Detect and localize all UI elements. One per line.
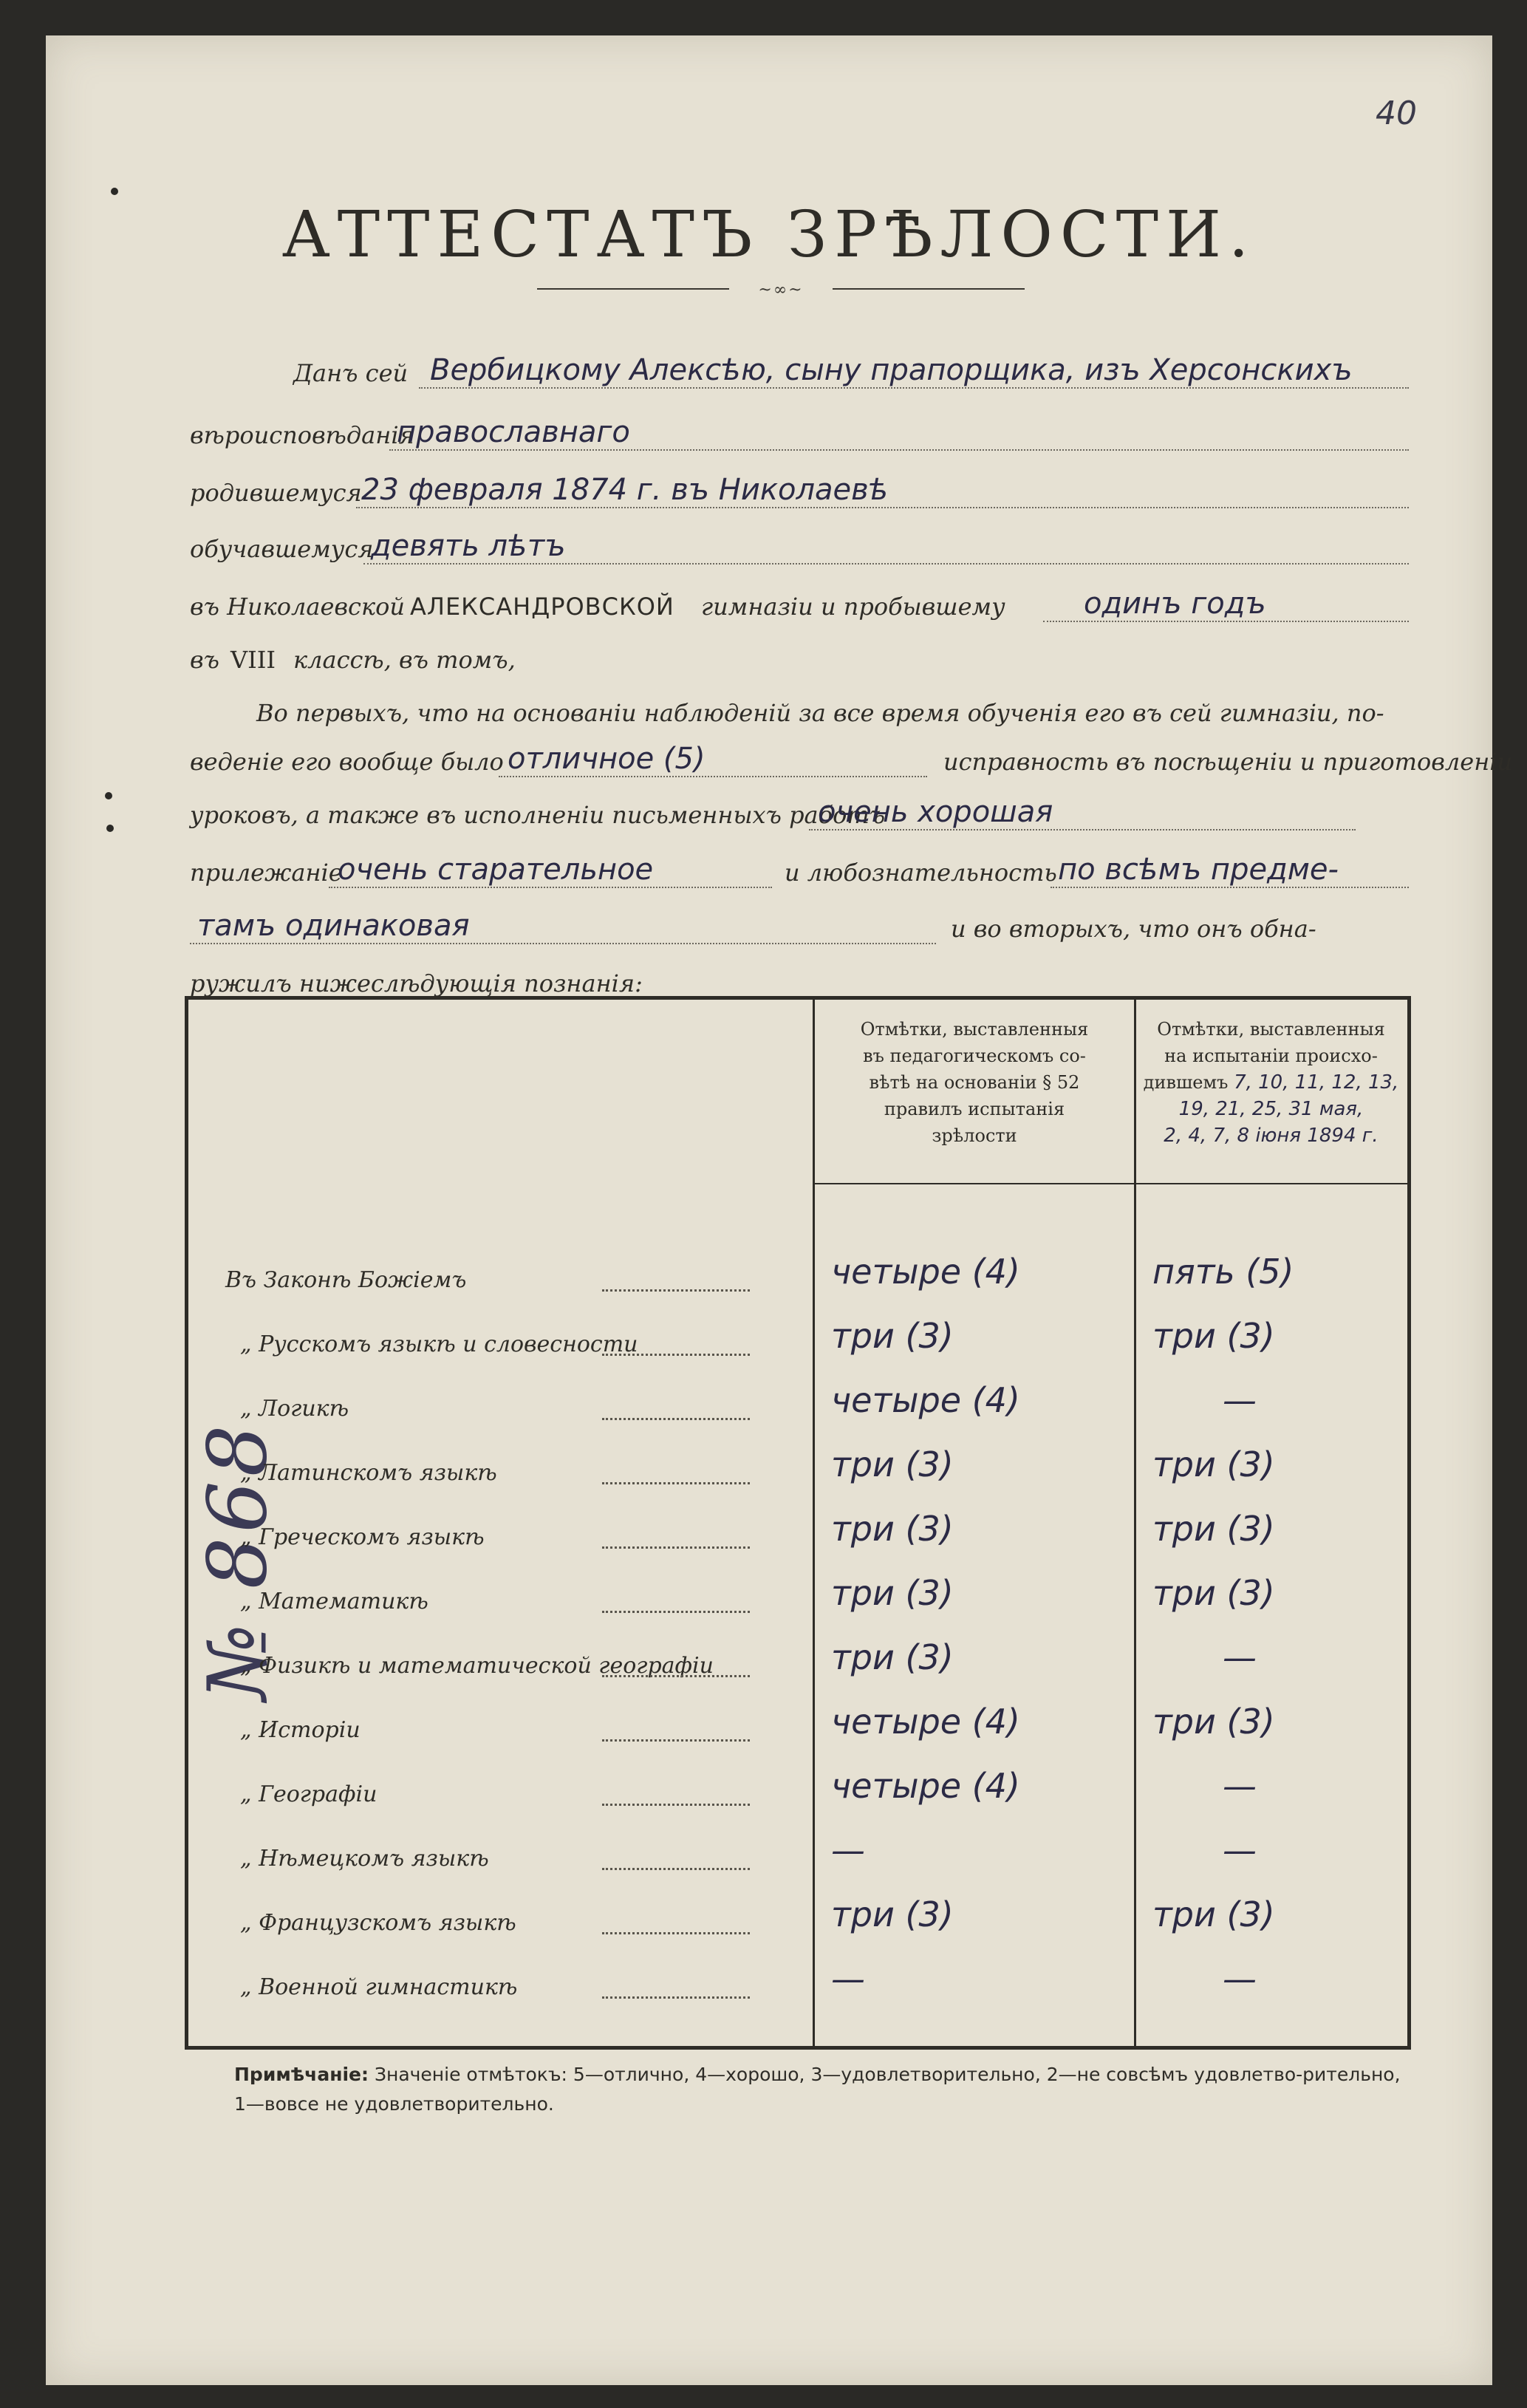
council-grade: четыре (4)	[831, 1702, 1020, 1742]
field-label: вѣроисповѣданія	[190, 421, 414, 449]
subject-label: Въ Законѣ Божіемъ	[225, 1267, 467, 1293]
handwritten-exam-dates: 2, 4, 7, 8 іюня 1894 г.	[1164, 1125, 1379, 1147]
field-born	[190, 468, 1409, 513]
council-grade: три (3)	[831, 1637, 954, 1677]
exam-grade: —	[1223, 1830, 1257, 1870]
subject-cell	[188, 1640, 765, 1685]
header-line: зрѣлости	[932, 1125, 1017, 1146]
exam-grade: —	[1223, 1637, 1257, 1677]
leader-dots	[602, 1546, 750, 1549]
leader-dots	[602, 1868, 750, 1870]
field-label: въ Николаевской	[190, 593, 405, 621]
exam-grade: три (3)	[1152, 1509, 1275, 1549]
field-label: Данъ сей	[293, 359, 409, 387]
binding-hole	[111, 188, 118, 195]
exam-grade: —	[1223, 1380, 1257, 1420]
subject-label: „ Нѣмецкомъ языкѣ	[240, 1846, 489, 1872]
title-ornament: ~∞~	[729, 281, 833, 299]
council-grade: три (3)	[831, 1573, 954, 1613]
field-label: родившемуся	[190, 479, 362, 507]
subject-cell	[188, 1962, 765, 2006]
field-school	[190, 582, 1409, 627]
subject-label: „ Французскомъ языкѣ	[240, 1910, 516, 1936]
subject-label: „ Математикѣ	[240, 1589, 428, 1614]
page-title: АТТЕСТАТЪ ЗРѢЛОСТИ.	[281, 198, 1257, 272]
header-line: на испытаніи происхо-	[1164, 1046, 1378, 1066]
subject-cell	[188, 1512, 765, 1556]
subject-cell	[188, 1319, 765, 1363]
subject-label: „ Русскомъ языкѣ и словесности	[240, 1331, 638, 1357]
field-studied	[190, 525, 1409, 569]
fill-line	[1043, 621, 1409, 622]
header-exam	[1136, 1016, 1406, 1149]
field-class	[190, 635, 1409, 680]
subject-label: „ Логикѣ	[240, 1396, 349, 1422]
column-divider	[1134, 1000, 1136, 2046]
header-divider	[813, 1183, 1407, 1184]
fill-line	[356, 507, 1409, 508]
council-grade: три (3)	[831, 1509, 954, 1549]
leader-dots	[602, 1804, 750, 1806]
field-label: и любознательность	[785, 859, 1057, 887]
behavior-line	[190, 737, 1513, 782]
subject-cell	[188, 1447, 765, 1492]
field-label: и во вторыхъ, что онъ обна-	[951, 915, 1316, 943]
binding-hole	[105, 792, 112, 799]
header-line	[1136, 1069, 1406, 1096]
exam-grade: три (3)	[1152, 1445, 1275, 1484]
council-grade: три (3)	[831, 1445, 954, 1484]
subject-cell	[188, 1833, 765, 1877]
fill-line	[389, 449, 1409, 451]
header-line: вѣтѣ на основаніи § 52	[869, 1072, 1080, 1093]
council-grade: четыре (4)	[831, 1380, 1020, 1420]
fill-line	[419, 387, 1409, 389]
archive-page-number: 40	[1376, 95, 1417, 132]
header-council	[815, 1016, 1134, 1149]
diligence-line	[190, 791, 1409, 835]
council-grade: четыре (4)	[831, 1766, 1020, 1806]
exam-grade: —	[1223, 1766, 1257, 1806]
paragraph-line: ружилъ нижеслѣдующія познанія:	[190, 969, 643, 997]
handwritten-duration: одинъ годъ	[1084, 587, 1266, 621]
footnote-label: Примѣчаніе:	[234, 2064, 369, 2085]
handwritten-religion: православнаго	[397, 415, 630, 449]
council-grade: —	[831, 1959, 865, 1999]
field-label: гимназіи и пробывшему	[701, 593, 1005, 621]
leader-dots	[602, 1354, 750, 1356]
field-religion	[190, 411, 1409, 455]
council-grade: три (3)	[831, 1894, 954, 1934]
header-line: Отмѣтки, выставленныя	[1157, 1019, 1385, 1040]
handwritten-zeal: очень старательное	[338, 853, 654, 887]
leader-dots	[602, 1289, 750, 1292]
leader-dots	[602, 1675, 750, 1677]
fill-line	[499, 776, 927, 777]
handwritten-curiosity-cont: тамъ одинаковая	[197, 909, 470, 943]
certificate-page	[46, 35, 1513, 2385]
field-label: въ	[190, 646, 219, 674]
leader-dots	[602, 1418, 750, 1420]
header-line: правилъ испытанія	[884, 1099, 1065, 1119]
handwritten-curiosity: по всѣмъ предме-	[1058, 853, 1339, 887]
handwritten-exam-dates: 7, 10, 11, 12, 13,	[1234, 1071, 1399, 1094]
field-label: уроковъ, а также въ исполненіи письменныхъ работъ	[190, 801, 886, 829]
subject-label: „ Физикѣ и математической географіи	[240, 1653, 714, 1679]
paragraph-line: Во первыхъ, что на основаніи наблюденій за все время обученія его въ сей гимназіи, по-	[256, 699, 1384, 727]
grades-table	[185, 996, 1411, 2050]
leader-dots	[602, 1996, 750, 1999]
leader-dots	[602, 1739, 750, 1742]
fill-line	[363, 563, 1409, 565]
council-grade: —	[831, 1830, 865, 1870]
fill-line	[809, 829, 1356, 830]
field-label: прилежаніе	[190, 859, 343, 887]
handwritten-written-work: очень хорошая	[818, 795, 1053, 829]
handwritten-years: девять лѣтъ	[371, 529, 566, 563]
subject-cell	[188, 1769, 765, 1813]
subject-cell	[188, 1576, 765, 1620]
council-grade: четыре (4)	[831, 1252, 1020, 1292]
school-name: АЛЕКСАНДРОВСКОЙ	[410, 593, 674, 621]
header-line: Отмѣтки, выставленныя	[860, 1019, 1089, 1040]
handwritten-exam-dates: 19, 21, 25, 31 мая,	[1178, 1098, 1364, 1120]
handwritten-behavior: отличное (5)	[508, 742, 706, 776]
binding-hole	[106, 825, 114, 832]
exam-grade: три (3)	[1152, 1316, 1275, 1356]
exam-grade: три (3)	[1152, 1894, 1275, 1934]
field-given	[190, 349, 1409, 393]
side-register-number: № 868	[190, 1420, 285, 1701]
leader-dots	[602, 1932, 750, 1934]
column-divider	[813, 1000, 815, 2046]
header-line: въ педагогическомъ со-	[863, 1046, 1086, 1066]
leader-dots	[602, 1611, 750, 1613]
zeal-line	[190, 848, 1409, 893]
fill-line	[190, 943, 936, 944]
subject-label: „ Греческомъ языкѣ	[240, 1524, 485, 1550]
fill-line	[1051, 887, 1409, 888]
curiosity-line	[190, 904, 1409, 949]
field-label: веденіе его вообще было	[190, 748, 504, 776]
council-grade: три (3)	[831, 1316, 954, 1356]
subject-cell	[188, 1897, 765, 1942]
fill-line	[329, 887, 772, 888]
exam-grade: три (3)	[1152, 1573, 1275, 1613]
subject-label: „ Исторіи	[240, 1717, 361, 1743]
exam-grade: пять (5)	[1152, 1252, 1294, 1292]
handwritten-name: Вербицкому Алексѣю, сыну прапорщика, изъ Херсонскихъ	[430, 353, 1353, 387]
exam-grade: —	[1223, 1959, 1257, 1999]
footnote	[234, 2060, 1401, 2119]
handwritten-birth: 23 февраля 1874 г. въ Николаевѣ	[361, 473, 889, 507]
field-label: исправность въ посѣщеніи и приготовленіи	[943, 748, 1513, 776]
subject-label: „ Военной гимнастикѣ	[240, 1974, 518, 2000]
subject-cell	[188, 1255, 765, 1299]
exam-grade: три (3)	[1152, 1702, 1275, 1742]
subject-cell	[188, 1705, 765, 1749]
footnote-text: Значеніе отмѣтокъ: 5—отлично, 4—хорошо, 3—удовлетворительно, 2—не совсѣмъ удовлетво-рительно, 1—вовсе не удовлетворительно.	[234, 2064, 1401, 2115]
field-label: классѣ, въ томъ,	[293, 646, 516, 674]
leader-dots	[602, 1482, 750, 1484]
subject-label: „ Латинскомъ языкѣ	[240, 1460, 497, 1486]
header-label: дившемъ	[1143, 1072, 1229, 1093]
subject-label: „ Географіи	[240, 1781, 378, 1807]
field-label: обучавшемуся	[190, 535, 374, 563]
subject-cell	[188, 1383, 765, 1428]
class-number: VIII	[230, 646, 276, 674]
